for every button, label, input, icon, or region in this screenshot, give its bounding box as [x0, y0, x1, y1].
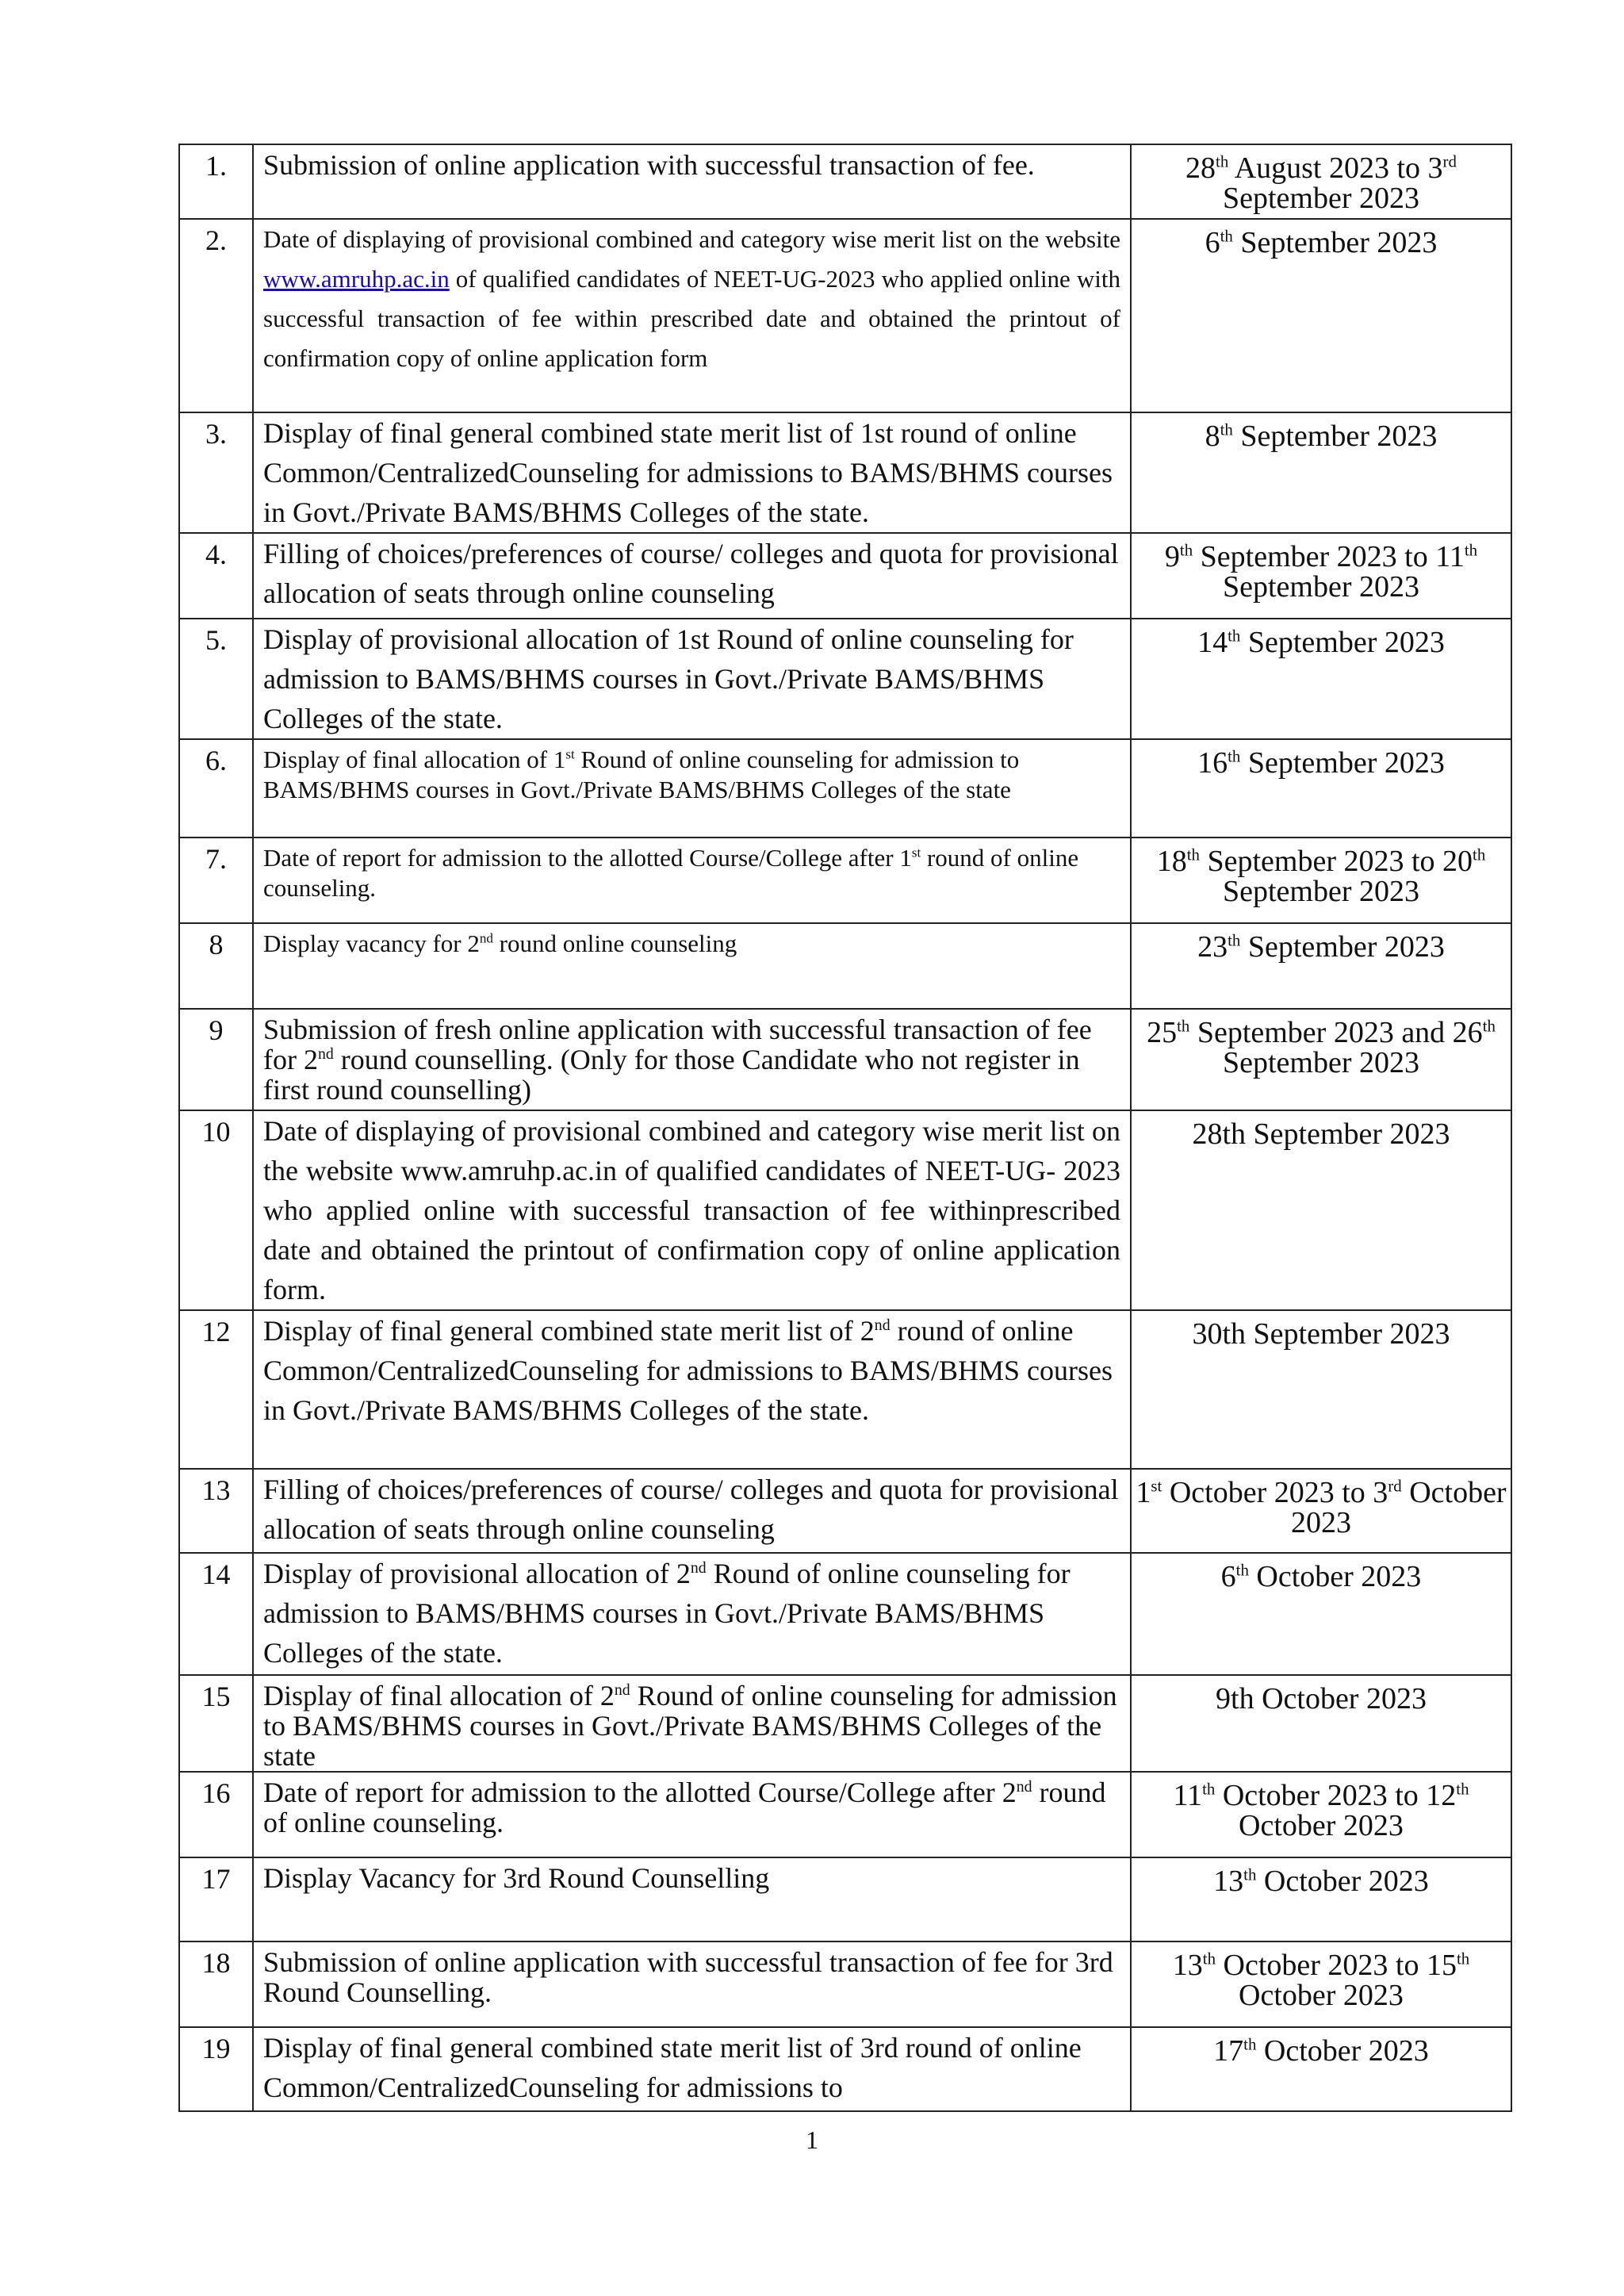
event-date: 6th September 2023 — [1131, 219, 1511, 412]
row-number: 12 — [179, 1310, 253, 1469]
table-row — [179, 2027, 1511, 2111]
table-row — [179, 1310, 1511, 1469]
event-description: Display vacancy for 2nd round online counseling — [253, 923, 1131, 1009]
row-number: 16 — [179, 1772, 253, 1857]
table-row — [179, 1857, 1511, 1941]
table-row — [179, 533, 1511, 619]
table-row — [179, 1009, 1511, 1110]
row-number: 17 — [179, 1857, 253, 1941]
row-number: 4. — [179, 533, 253, 619]
table-row — [179, 739, 1511, 838]
event-date: 16th September 2023 — [1131, 739, 1511, 838]
event-date: 28th August 2023 to 3rd September 2023 — [1131, 144, 1511, 219]
event-description: Date of report for admission to the allotted Course/College after 2nd round of online counseling. — [253, 1772, 1131, 1857]
event-date: 23th September 2023 — [1131, 923, 1511, 1009]
table-row — [179, 1772, 1511, 1857]
table-row — [179, 1110, 1511, 1310]
page-number: 1 — [806, 2125, 818, 2154]
website-link[interactable]: www.amruhp.ac.in — [263, 265, 450, 293]
event-description: Display of final general combined state merit list of 3rd round of online Common/CentralizedCounseling for admissions to — [253, 2027, 1131, 2111]
event-date: 30th September 2023 — [1131, 1310, 1511, 1469]
event-description: Submission of online application with successful transaction of fee. — [253, 144, 1131, 219]
event-date: 6th October 2023 — [1131, 1553, 1511, 1675]
event-description: Date of displaying of provisional combined and category wise merit list on the website www.amruhp.ac.in of qualified candidates of NEET-UG- 2023 who applied online with successful transaction of fee withinprescribed date and obtained the printout of confirmation copy of online application form. — [253, 1110, 1131, 1310]
row-number: 14 — [179, 1553, 253, 1675]
event-description: Display of final allocation of 2nd Round of online counseling for admission to BAMS/BHMS courses in Govt./Private BAMS/BHMS Colleges of the state — [253, 1675, 1131, 1772]
event-date: 13th October 2023 to 15th October 2023 — [1131, 1941, 1511, 2027]
event-description: Display of provisional allocation of 2nd Round of online counseling for admission to BAMS/BHMS courses in Govt./Private BAMS/BHMS Colleges of the state. — [253, 1553, 1131, 1675]
event-description: Display of provisional allocation of 1st Round of online counseling for admission to BAMS/BHMS courses in Govt./Private BAMS/BHMS Colleges of the state. — [253, 619, 1131, 739]
event-description: Date of displaying of provisional combined and category wise merit list on the website www.amruhp.ac.in of qualified candidates of NEET-UG-2023 who applied online with successful transaction of fee within prescribed date and obtained the printout of confirmation copy of online application form — [253, 219, 1131, 412]
table-row — [179, 923, 1511, 1009]
row-number: 10 — [179, 1110, 253, 1310]
row-number: 15 — [179, 1675, 253, 1772]
event-description: Display of final allocation of 1st Round of online counseling for admission to BAMS/BHMS courses in Govt./Private BAMS/BHMS Colleges of the state — [253, 739, 1131, 838]
event-description: Display Vacancy for 3rd Round Counselling — [253, 1857, 1131, 1941]
row-number: 1. — [179, 144, 253, 219]
event-date: 9th September 2023 to 11th September 2023 — [1131, 533, 1511, 619]
table-row — [179, 1469, 1511, 1553]
event-description: Submission of fresh online application with successful transaction of fee for 2nd round counselling. (Only for those Candidate who not register in first round counselling) — [253, 1009, 1131, 1110]
table-row — [179, 1941, 1511, 2027]
row-number: 3. — [179, 412, 253, 533]
event-description: Date of report for admission to the allotted Course/College after 1st round of online counseling. — [253, 838, 1131, 923]
event-date: 11th October 2023 to 12th October 2023 — [1131, 1772, 1511, 1857]
table-row — [179, 619, 1511, 739]
row-number: 2. — [179, 219, 253, 412]
schedule-table — [178, 144, 1512, 2112]
event-date: 1st October 2023 to 3rd October 2023 — [1131, 1469, 1511, 1553]
event-description: Filling of choices/preferences of course/ colleges and quota for provisional allocation of seats through online counseling — [253, 533, 1131, 619]
table-row — [179, 412, 1511, 533]
row-number: 8 — [179, 923, 253, 1009]
event-date: 18th September 2023 to 20th September 2023 — [1131, 838, 1511, 923]
event-date: 13th October 2023 — [1131, 1857, 1511, 1941]
row-number: 19 — [179, 2027, 253, 2111]
row-number: 18 — [179, 1941, 253, 2027]
row-number: 5. — [179, 619, 253, 739]
table-row — [179, 219, 1511, 412]
event-date: 28th September 2023 — [1131, 1110, 1511, 1310]
table-row — [179, 838, 1511, 923]
event-description: Display of final general combined state merit list of 1st round of online Common/CentralizedCounseling for admissions to BAMS/BHMS courses in Govt./Private BAMS/BHMS Colleges of the state. — [253, 412, 1131, 533]
event-description: Submission of online application with successful transaction of fee for 3rd Round Counselling. — [253, 1941, 1131, 2027]
event-date: 14th September 2023 — [1131, 619, 1511, 739]
event-date: 9th October 2023 — [1131, 1675, 1511, 1772]
row-number: 13 — [179, 1469, 253, 1553]
event-description: Filling of choices/preferences of course/ colleges and quota for provisional allocation of seats through online counseling — [253, 1469, 1131, 1553]
table-row — [179, 1675, 1511, 1772]
table-row — [179, 144, 1511, 219]
event-date: 25th September 2023 and 26th September 2023 — [1131, 1009, 1511, 1110]
event-date: 17th October 2023 — [1131, 2027, 1511, 2111]
row-number: 7. — [179, 838, 253, 923]
event-date: 8th September 2023 — [1131, 412, 1511, 533]
row-number: 6. — [179, 739, 253, 838]
event-description: Display of final general combined state merit list of 2nd round of online Common/CentralizedCounseling for admissions to BAMS/BHMS courses in Govt./Private BAMS/BHMS Colleges of the state. — [253, 1310, 1131, 1469]
row-number: 9 — [179, 1009, 253, 1110]
table-row — [179, 1553, 1511, 1675]
